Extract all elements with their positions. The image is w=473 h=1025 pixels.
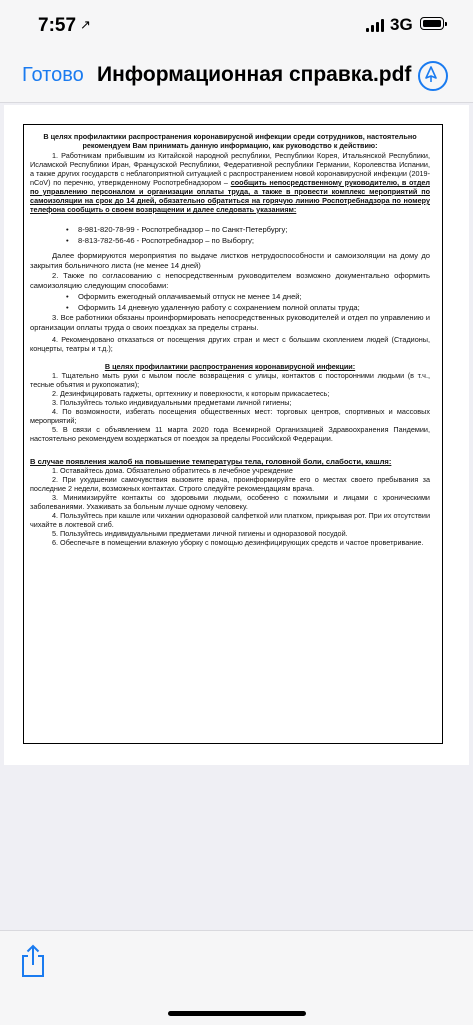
- paragraph-1: [30, 151, 430, 214]
- phone-item: • 8-813-782-56-46 - Роспотребнадзор – по Выборгу;: [30, 235, 430, 246]
- document-body: [30, 132, 430, 547]
- section-2-item: 2. Дезинфицировать гаджеты, оргтехнику и поверхности, к которым прикасаетесь;: [52, 389, 330, 398]
- section-3-item: 2. При ухудшении самочувствия вызовите врача, проинформируйте его о местах своего пребывания за последние 2 недели, возможных контактах. Строго следуйте рекомендациям врача.: [30, 475, 430, 493]
- location-arrow-icon: ↗: [80, 17, 91, 32]
- document-title: Информационная справка.pdf: [97, 63, 412, 86]
- done-button[interactable]: Готово: [22, 64, 84, 86]
- section-2-item: 1. Тщательно мыть руки с мылом после возвращения с улицы, контактов с посторонними людьми (в т.ч., тесные объятия и рукопожатия);: [30, 371, 430, 389]
- section-2-item: 4. По возможности, избегать посещения общественных мест: торговых центров, спортивных и массовых мероприятий;: [30, 407, 430, 425]
- paragraph-further: Далее формируются мероприятия по выдаче листков нетрудоспособности и самоизоляции на дому до закрытия больничного листа (не менее 14 дней): [30, 251, 430, 270]
- paragraph-1-instruction: сообщить непосредственному руководителю, в отдел по управлению персоналом и организации оплаты труда, а также в провести комплекс мероприятий по самоизоляции на срок до 14 дней, обязательно обратиться на горячую линию Роспотребнадзора по номеру телефона сообщить о своем возвращении и далее следовать указаниям:: [30, 178, 430, 214]
- network-type: 3G: [390, 15, 413, 34]
- home-indicator[interactable]: [168, 1011, 306, 1016]
- paragraph-1-lead: 1. Работникам прибывшим из Китайской народной республики, Республики Корея, Итальянской Республики, Исламской Республики Иран, Французской Республики, Федеративной республики Германии, Королевства Испании, а также других государств с неблагоприятной ситуацией с распространением новой коронавирусной инфекции (2019-nCoV) по перечню, утвержденному Роспотребнадзором –: [30, 151, 430, 187]
- navigation-bar: [0, 50, 473, 103]
- option-item: • Оформить 14 дневную удаленную работу с сохранением полной оплаты труда;: [30, 302, 430, 313]
- section-2-item: 5. В связи с объявлением 11 марта 2020 года Всемирной Организацией Здравоохранения Пандемии, настоятельно рекомендуем воздержаться от поездок за пределы Российской Федерации.: [30, 425, 430, 443]
- paragraph-4: 4. Рекомендовано отказаться от посещения других стран и мест с большим скоплением людей (Стадионы, концерты, театры и т.д.);: [30, 335, 430, 353]
- phone-item: • 8-981-820-78-99 - Роспотребнадзор – по Санкт-Петербургу;: [30, 224, 430, 235]
- pdf-page[interactable]: [4, 105, 469, 765]
- document-heading: В целях профилактики распространения коронавирусной инфекции среди сотрудников, настоятельно рекомендуем Вам принимать данную информацию, как руководство к действию:: [43, 132, 417, 150]
- section-2-item: 3. Пользуйтесь только индивидуальными предметами личной гигиены;: [52, 398, 292, 407]
- option-item: • Оформить ежегодный оплачиваемый отпуск не менее 14 дней;: [30, 291, 430, 302]
- section-3-item: 6. Обеспечьте в помещении влажную уборку с помощью дезинфицирующих средств и частое проветривание.: [52, 538, 424, 547]
- signal-bars-icon: [366, 18, 386, 32]
- section-2-title: В целях профилактики распространения коронавирусной инфекции:: [104, 362, 356, 371]
- paragraph-3: 3. Все работники обязаны проинформировать непосредственных руководителей и отдел по управлению и организации оплаты труда о своих поездках за пределы страны.: [30, 313, 430, 332]
- section-3-item: 4. Пользуйтесь при кашле или чихании одноразовой салфеткой или платком, прикрывая рот. При их отсутствии чихайте в локтевой сгиб.: [30, 511, 430, 529]
- share-icon[interactable]: [18, 943, 48, 984]
- status-time: 7:57: [38, 15, 77, 36]
- battery-icon: [420, 17, 444, 30]
- markup-pen-icon[interactable]: [418, 61, 448, 91]
- status-bar: [0, 0, 473, 50]
- section-3-item: 3. Минимизируйте контакты со здоровыми людьми, особенно с пожилыми и лицами с хроническими заболеваниями. Ухаживать за больным лучше одному человеку.: [30, 493, 430, 511]
- section-3-title: В случае появления жалоб на повышение температуры тела, головной боли, слабости, кашля:: [30, 457, 392, 466]
- section-3-item: 5. Пользуйтесь индивидуальными предметами личной гигиены и одноразовой посудой.: [52, 529, 348, 538]
- paragraph-2: 2. Также по согласованию с непосредственным руководителем возможно документально оформить самоизоляцию следующим способами:: [30, 271, 430, 290]
- section-3-item: 1. Оставайтесь дома. Обязательно обратитесь в лечебное учреждение: [52, 466, 293, 475]
